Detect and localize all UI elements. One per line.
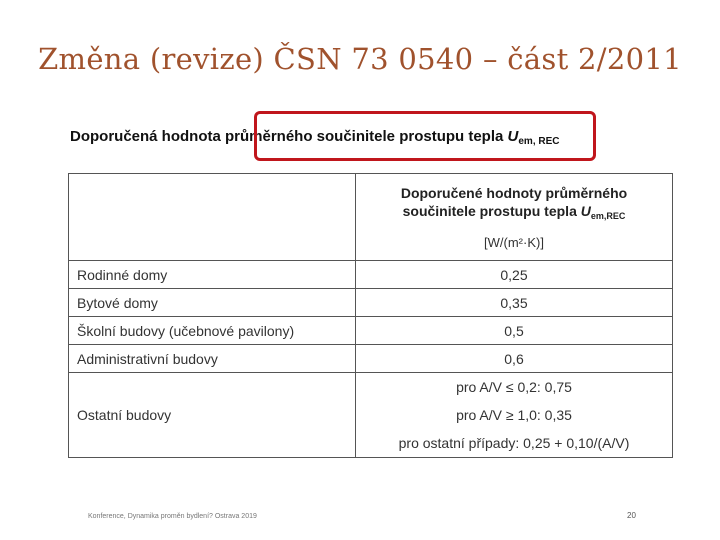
header-cell (356, 174, 673, 261)
row-label: Ostatní budovy (69, 373, 356, 458)
header-line-2 (364, 202, 664, 225)
value-line: pro A/V ≥ 1,0: 0,35 (456, 407, 572, 423)
header-empty-cell (69, 174, 356, 261)
row-label: Školní budovy (učebnové pavilony) (69, 317, 356, 345)
row-label: Administrativní budovy (69, 345, 356, 373)
table-row (69, 317, 673, 345)
caption-text: Doporučená hodnota průměrného součinitele prostupu tepla (70, 128, 508, 145)
caption-symbol: U (507, 128, 519, 145)
slide-title: Změna (revize) ČSN 73 0540 – část 2/2011 (38, 42, 682, 76)
header-line-2-text: součinitele prostupu tepla (402, 203, 581, 219)
row-label: Rodinné domy (69, 261, 356, 289)
header-line-1: Doporučené hodnoty průměrného (400, 185, 628, 201)
row-value: 0,35 (356, 289, 673, 317)
header-subscript: em,REC (590, 211, 626, 221)
header-unit: [W/(m²·K)] (484, 235, 544, 250)
caption-subscript: em, REC (518, 136, 560, 147)
page-number: 20 (627, 511, 636, 520)
highlight-box (254, 111, 596, 161)
value-line: pro A/V ≤ 0,2: 0,75 (456, 379, 572, 395)
row-label: Bytové domy (69, 289, 356, 317)
row-value: 0,25 (356, 261, 673, 289)
value-line: pro ostatní případy: 0,25 + 0,10/(A/V) (398, 435, 630, 451)
header-symbol: U (580, 203, 591, 219)
table-row (69, 289, 673, 317)
footer-text: Konference, Dynamika proměn bydlení? Ostrava 2019 (88, 513, 257, 520)
u-value-table (68, 173, 673, 458)
row-value: 0,5 (356, 317, 673, 345)
table-row (69, 373, 673, 458)
table-row (69, 345, 673, 373)
row-value-multi (356, 373, 673, 458)
row-value: 0,6 (356, 345, 673, 373)
table-row (69, 261, 673, 289)
table-header-row (69, 174, 673, 261)
